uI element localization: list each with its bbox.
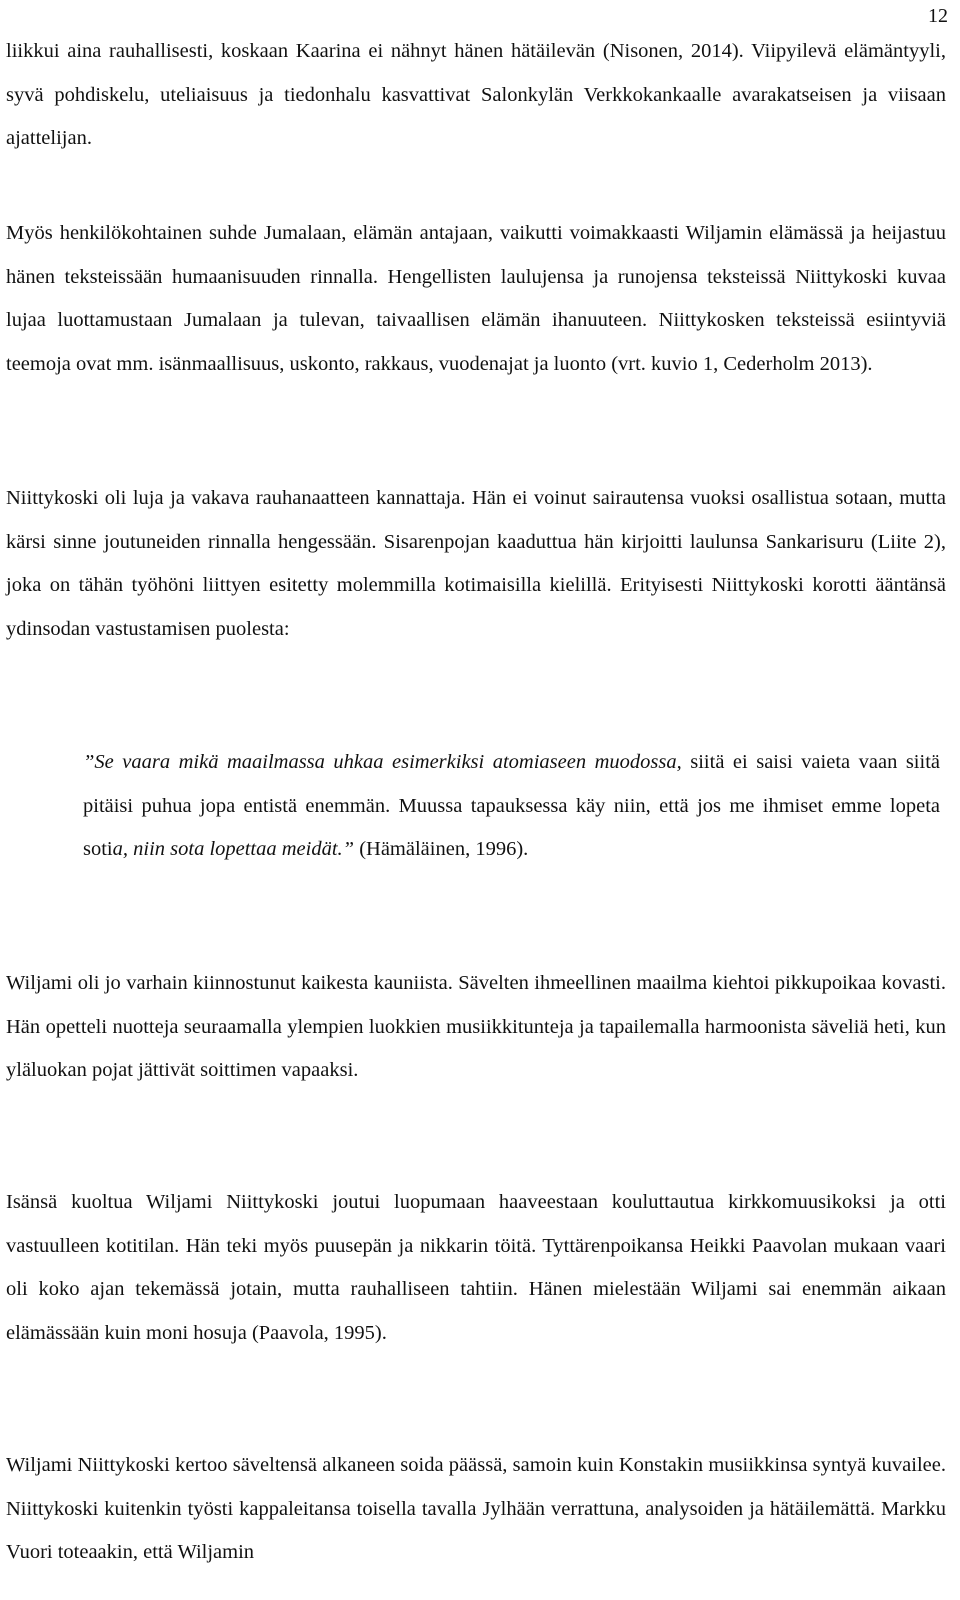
paragraph-father-death: Isänsä kuoltua Wiljami Niittykoski joutui luopumaan haaveestaan kouluttautua kirkkomuusikoksi ja otti vastuulleen kotitilan. Hän teki myös puusepän ja nikkarin töitä. Tyttärenpoikansa Heikki Paavolan mukaan vaari oli koko ajan tekemässä jotain, mutta rauhalliseen tahtiin. Hänen mielestään Wiljami sai enemmän aikaan elämässään kuin moni hosuja (Paavola, 1995).	[6, 1191, 946, 1344]
page-number: 12	[928, 5, 948, 27]
paragraph-relationship-with-god: Myös henkilökohtainen suhde Jumalaan, elämän antajaan, vaikutti voimakkaasti Wiljamin elämässä ja heijastuu hänen teksteissään humaanisuuden rinnalla. Hengellisten laulujensa ja runojensa teksteissä Niittykoski kuvaa lujaa luottamustaan Jumalaan ja tulevan, taivaallisen elämän ihanuuteen. Niittykosken teksteissä esiintyviä teemoja ovat mm. isänmaallisuus, uskonto, rakkaus, vuodenajat ja luonto (vrt. kuvio 1, Cederholm 2013).	[6, 222, 946, 375]
quote-italic-end: a, niin sota lopettaa meidät.”	[112, 838, 355, 861]
paragraph-continuation: liikkui aina rauhallisesti, koskaan Kaarina ei nähnyt hänen hätäilevän (Nisonen, 2014). Viipyilevä elämäntyyli, syvä pohdiskelu, uteliaisuus ja tiedonhalu kasvattivat Salonkylän Verkkokankaalle avarakatseisen ja viisaan ajattelijan.	[6, 40, 946, 150]
paragraph-peace-ideology: Niittykoski oli luja ja vakava rauhanaatteen kannattaja. Hän ei voinut sairautensa vuoksi osallistua sotaan, mutta kärsi sinne joutuneiden rinnalla hengessään. Sisarenpojan kaaduttua hän kirjoitti laulunsa Sankarisuru (Liite 2), joka on tähän työhöni liittyen esitetty molemmilla kotimaisilla kielillä. Erityisesti Niittykoski korotti ääntänsä ydinsodan vastustamisen puolesta:	[6, 487, 946, 640]
paragraph-composing: Wiljami Niittykoski kertoo säveltensä alkaneen soida päässä, samoin kuin Konstakin musiikkinsa syntyä kuvailee. Niittykoski kuitenkin työsti kappaleitansa toisella tavalla Jylhään verrattuna, analysoiden ja hätäilemättä. Markku Vuori toteaakin, että Wiljamin	[6, 1454, 946, 1564]
block-quote	[83, 741, 940, 872]
quote-citation: (Hämäläinen, 1996).	[354, 838, 529, 861]
quote-middle: siitä ei saisi vaieta vaan siitä pitäisi puhua jopa entistä enemmän. Muussa tapauksessa käy niin, että jos me ihmiset emme lopeta soti	[83, 751, 940, 861]
quote-italic-start: ”Se vaara mikä maailmassa uhkaa esimerkiksi atomiaseen muodossa,	[83, 751, 682, 773]
paragraph-early-interest: Wiljami oli jo varhain kiinnostunut kaikesta kauniista. Sävelten ihmeellinen maailma kiehtoi pikkupoikaa kovasti. Hän opetteli nuotteja seuraamalla ylempien luokkien musiikkitunteja ja tapailemalla harmoonista säveliä heti, kun yläluokan pojat jättivät soittimen vapaaksi.	[6, 972, 946, 1082]
